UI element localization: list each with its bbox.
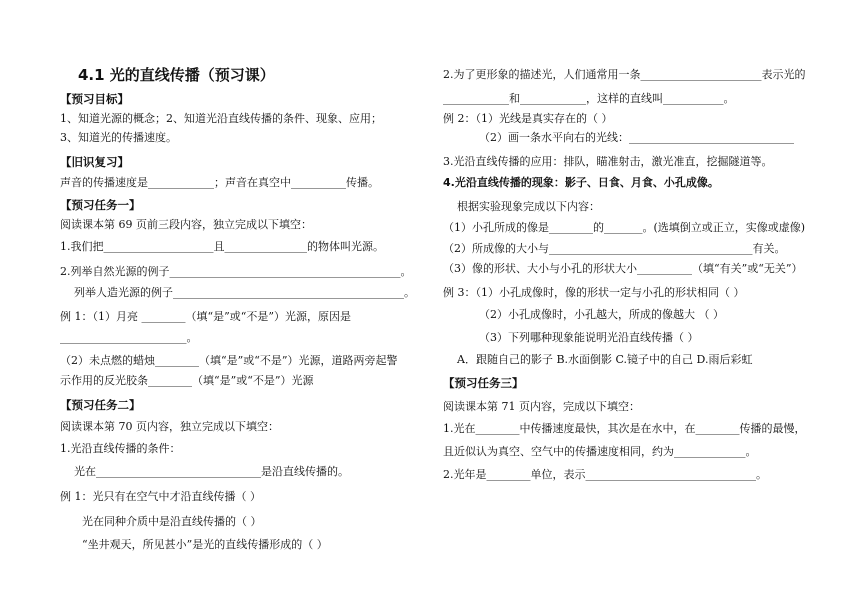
text-line: “坐井观天，所见甚小”是光的直线传播形成的（ ） [82,538,328,551]
text-line: 2.为了更形象的描述光，人们通常用一条______________________表示光的 [443,68,806,81]
text-line: （3）像的形状、大小与小孔的形状大小__________（填“有关”或“无关”） [443,262,803,275]
text-line: （1）小孔所成的像是________的_______。(选填倒立或正立，实像或虚像) [443,221,806,234]
text-line: 阅读课本第 69 页前三段内容，独立完成以下填空： [60,218,312,231]
text-line: 3、知道光的传播速度。 [60,131,177,144]
text-line: 根据实验现象完成以下内容： [457,200,600,213]
text-line: （3）下列哪种现象能说明光沿直线传播（ ） [479,331,699,344]
text-line: 例 2：（1）光线是真实存在的（ ） [443,112,613,125]
text-line: 2.光年是________单位，表示_______________________________。 [443,468,767,481]
text-line: 示作用的反光胶条________（填“是”或“不是”）光源 [60,374,314,387]
text-line: 光在同种介质中是沿直线传播的（ ） [82,515,262,528]
text-line: （2）所成像的大小与_____________________________________有关。 [443,242,786,255]
section-heading: 【预习任务三】 [443,376,524,390]
text-line: 且近似认为真空、空气中的传播速度相同，约为_____________。 [443,445,757,458]
section-heading: 【旧识复习】 [60,155,129,169]
page-title: 4.1 光的直线传播（预习课） [78,66,275,84]
text-line: 例 1：光只有在空气中才沿直线传播（ ） [60,490,261,503]
text-line: 1.光在________中传播速度最快，其次是在水中，在________传播的最慢， [443,422,806,435]
text-line: 1.我们把____________________且_______________的物体叫光源。 [60,240,384,253]
text-line: A．跟随自己的影子 B.水面倒影 C.镜子中的自己 D.雨后彩虹 [457,353,753,366]
text-line: 4.光沿直线传播的现象：影子、日食、月食、小孔成像。 [443,176,719,189]
text-line: 例 1：（1）月亮 ________（填“是”或“不是”）光源，原因是 [60,310,351,323]
text-line: 阅读课本第 71 页内容，完成以下填空： [443,400,640,413]
text-line: 声音的传播速度是____________；声音在真空中__________传播。 [60,176,379,189]
text-line: 例 3：（1）小孔成像时，像的形状一定与小孔的形状相同（ ） [443,286,745,299]
text-line: 2.列举自然光源的例子__________________________________________。 [60,265,412,278]
section-heading: 【预习目标】 [60,92,129,106]
section-heading: 【预习任务二】 [60,398,141,412]
text-line: _______________________。 [60,331,198,344]
text-line: 1.光沿直线传播的条件： [60,442,181,455]
text-line: 3.光沿直线传播的应用：排队，瞄准射击，激光准直，挖掘隧道等。 [443,155,773,168]
section-heading: 【预习任务一】 [60,198,141,212]
text-line: 1、知道光源的概念；2、知道光沿直线传播的条件、现象、应用； [60,112,382,125]
text-line: 列举人造光源的例子__________________________________________。 [74,286,415,299]
text-line: ____________和____________，这样的直线叫___________。 [443,92,735,105]
text-line: 光在______________________________是沿直线传播的。 [74,465,349,478]
text-line: （2）画一条水平向右的光线：______________________________ [479,131,794,144]
text-line: （2）未点燃的蜡烛________（填“是”或“不是”）光源，道路两旁起警 [60,354,398,367]
text-line: （2）小孔成像时，小孔越大，所成的像越大 （ ） [479,308,724,321]
text-line: 阅读课本第 70 页内容，独立完成以下填空： [60,420,279,433]
